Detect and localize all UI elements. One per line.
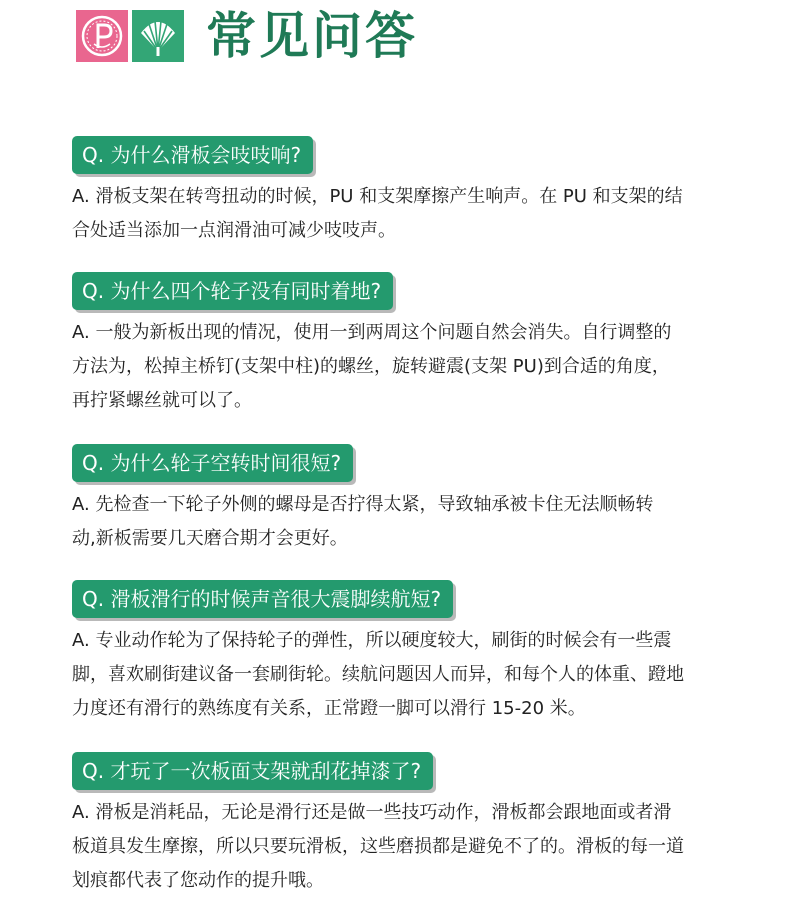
faq-question: Q. 为什么滑板会吱吱响? [72, 136, 313, 174]
faq-item [72, 272, 732, 418]
faq-question: Q. 才玩了一次板面支架就刮花掉漆了? [72, 752, 433, 790]
faq-answer: A. 一般为新板出现的情况，使用一到两周这个问题自然会消失。自行调整的 方法为，松掉主桥钉(支架中柱)的螺丝，旋转避震(支架 PU)到合适的角度， 再拧紧螺丝就可以了。 [72, 322, 672, 411]
faq-item [72, 752, 732, 898]
faq-question: Q. 为什么轮子空转时间很短? [72, 444, 353, 482]
header [76, 8, 418, 64]
p-seal-logo-icon [76, 10, 128, 62]
faq-question: Q. 为什么四个轮子没有同时着地? [72, 272, 393, 310]
faq-answer: A. 滑板是消耗品，无论是滑行还是做一些技巧动作，滑板都会跟地面或者滑 板道具发生摩擦，所以只要玩滑板，这些磨损都是避免不了的。滑板的每一道 划痕都代表了您动作的提升哦。 [72, 802, 684, 891]
faq-answer: A. 滑板支架在转弯扭动的时候，PU 和支架摩擦产生响声。在 PU 和支架的结 合处适当添加一点润滑油可减少吱吱声。 [72, 186, 683, 241]
fan-leaf-logo-icon [132, 10, 184, 62]
faq-item [72, 136, 732, 248]
faq-item [72, 444, 732, 556]
faq-item [72, 580, 732, 726]
faq-answer: A. 先检查一下轮子外侧的螺母是否拧得太紧，导致轴承被卡住无法顺畅转 动,新板需要几天磨合期才会更好。 [72, 494, 654, 549]
faq-answer: A. 专业动作轮为了保持轮子的弹性，所以硬度较大，刷街的时候会有一些震 脚，喜欢刷街建议备一套刷街轮。续航问题因人而异，和每个人的体重、蹬地 力度还有滑行的熟练度有关系，正常蹬一脚可以滑行 15-20 米。 [72, 630, 684, 719]
faq-question: Q. 滑板滑行的时候声音很大震脚续航短? [72, 580, 453, 618]
page-title: 常见问答 [206, 7, 418, 65]
